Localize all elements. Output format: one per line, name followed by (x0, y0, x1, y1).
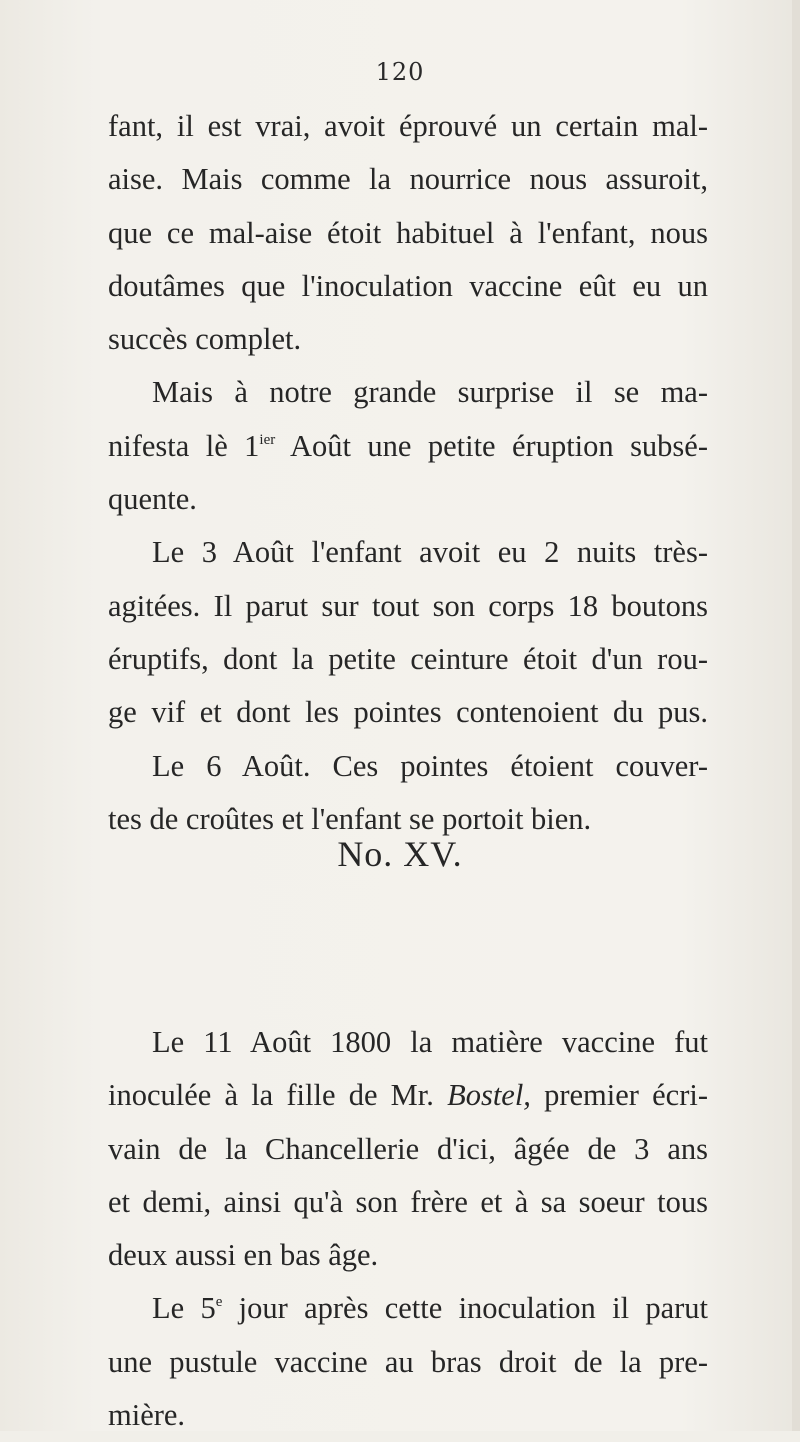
text-fragment: inoculée à la fille de Mr. (108, 1078, 448, 1113)
person-name: Bostel, (447, 1078, 531, 1113)
text-line: deux aussi en bas âge. (108, 1238, 379, 1273)
text-block-top (108, 100, 708, 846)
text-line: quente. (108, 482, 197, 517)
text-line: fant, il est vrai, avoit éprouvé un certain mal- (108, 109, 708, 143)
text-line (108, 420, 708, 473)
text-line: éruptifs, dont la petite ceinture étoit d'un rou- (108, 641, 708, 676)
text-line (108, 1069, 708, 1122)
text-fragment: premier écri- (530, 1078, 708, 1113)
superscript: ier (259, 431, 276, 448)
text-line: Le 11 Août 1800 la matière vaccine fut (152, 1025, 708, 1059)
text-fragment: Le 5 (152, 1291, 216, 1326)
text-line: et demi, ainsi qu'à son frère et à sa soeur tous (108, 1184, 708, 1219)
text-line: Le 3 Août l'enfant avoit eu 2 nuits très- (152, 535, 708, 570)
text-line: Le 6 Août. Ces pointes étoient couver- (152, 748, 708, 783)
text-line: aise. Mais comme la nourrice nous assuroit, (108, 162, 708, 197)
superscript: e (215, 1294, 223, 1311)
text-line: agitées. Il parut sur tout son corps 18 boutons (108, 588, 708, 623)
text-fragment: Août une petite éruption subsé- (275, 428, 708, 463)
text-fragment: nifesta lè 1 (108, 428, 260, 463)
text-block-bottom (108, 1016, 708, 1442)
section-heading: No. XV. (337, 834, 463, 874)
text-line: une pustule vaccine au bras droit de la pre- (108, 1344, 708, 1379)
text-line: succès complet. (108, 322, 302, 357)
page-number: 120 (375, 58, 425, 86)
page-edge (792, 0, 800, 1431)
text-line: doutâmes que l'inoculation vaccine eût eu un (108, 268, 708, 303)
text-line: ge vif et dont les pointes contenoient du pus. (108, 695, 708, 730)
text-line: mière. (108, 1398, 186, 1433)
text-line: vain de la Chancellerie d'ici, âgée de 3 ans (108, 1131, 708, 1166)
text-line: que ce mal-aise étoit habituel à l'enfant, nous (108, 215, 708, 250)
text-line (108, 1282, 708, 1335)
text-line: Mais à notre grande surprise il se ma- (152, 375, 708, 410)
text-fragment: jour après cette inoculation il parut (222, 1291, 708, 1326)
text-line: tes de croûtes et l'enfant se portoit bien. (108, 801, 592, 836)
